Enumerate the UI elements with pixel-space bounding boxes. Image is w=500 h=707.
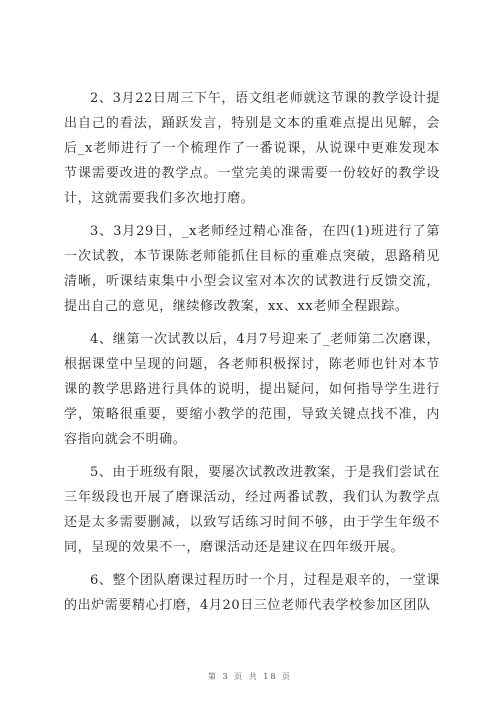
paragraph-3: 3、3月29日，_x老师经过精心准备，在四(1)班进行了第一次试教，本节课陈老师能抓住目标的重难点突破，思路稍见清晰，听课结束集中小型会议室对本次的试教进行反馈交流，提出自己的意见，继续修改教案，xx、xx老师全程跟踪。 <box>64 224 440 314</box>
paragraph-5: 5、由于班级有限，要屡次试教改进教案，于是我们尝试在三年级段也开展了磨课活动，经过两番试教，我们认为教学点还是太多需要删减，以致写话练习时间不够，由于学生年级不同，呈现的效果不一，磨课活动还是建议在四年级开展。 <box>64 465 440 555</box>
document-body <box>64 86 440 626</box>
paragraph-4: 4、继第一次试教以后，4月7号迎来了_老师第二次磨课，根据课堂中呈现的问题，各老师积极探讨，陈老师也针对本节课的教学思路进行具体的说明，提出疑问，如何指导学生进行学，策略很重要，要缩小教学的范围，导致关键点找不准，内容指向就会不明确。 <box>64 332 440 447</box>
paragraph-2: 2、3月22日周三下午，语文组老师就这节课的教学设计提出自己的看法，踊跃发言，特别是文本的重难点提出见解，会后_x老师进行了一个梳理作了一番说课，从说课中更难发现本节课需要改进的教学点。一堂完美的课需要一份较好的教学设计，这就需要我们多次地打磨。 <box>64 91 440 206</box>
paragraph-6: 6、整个团队磨课过程历时一个月，过程是艰辛的，一堂课的出炉需要精心打磨，4月20日三位老师代表学校参加区团队 <box>64 573 440 613</box>
page-number-footer: 第 3 页 共 18 页 <box>208 672 292 681</box>
